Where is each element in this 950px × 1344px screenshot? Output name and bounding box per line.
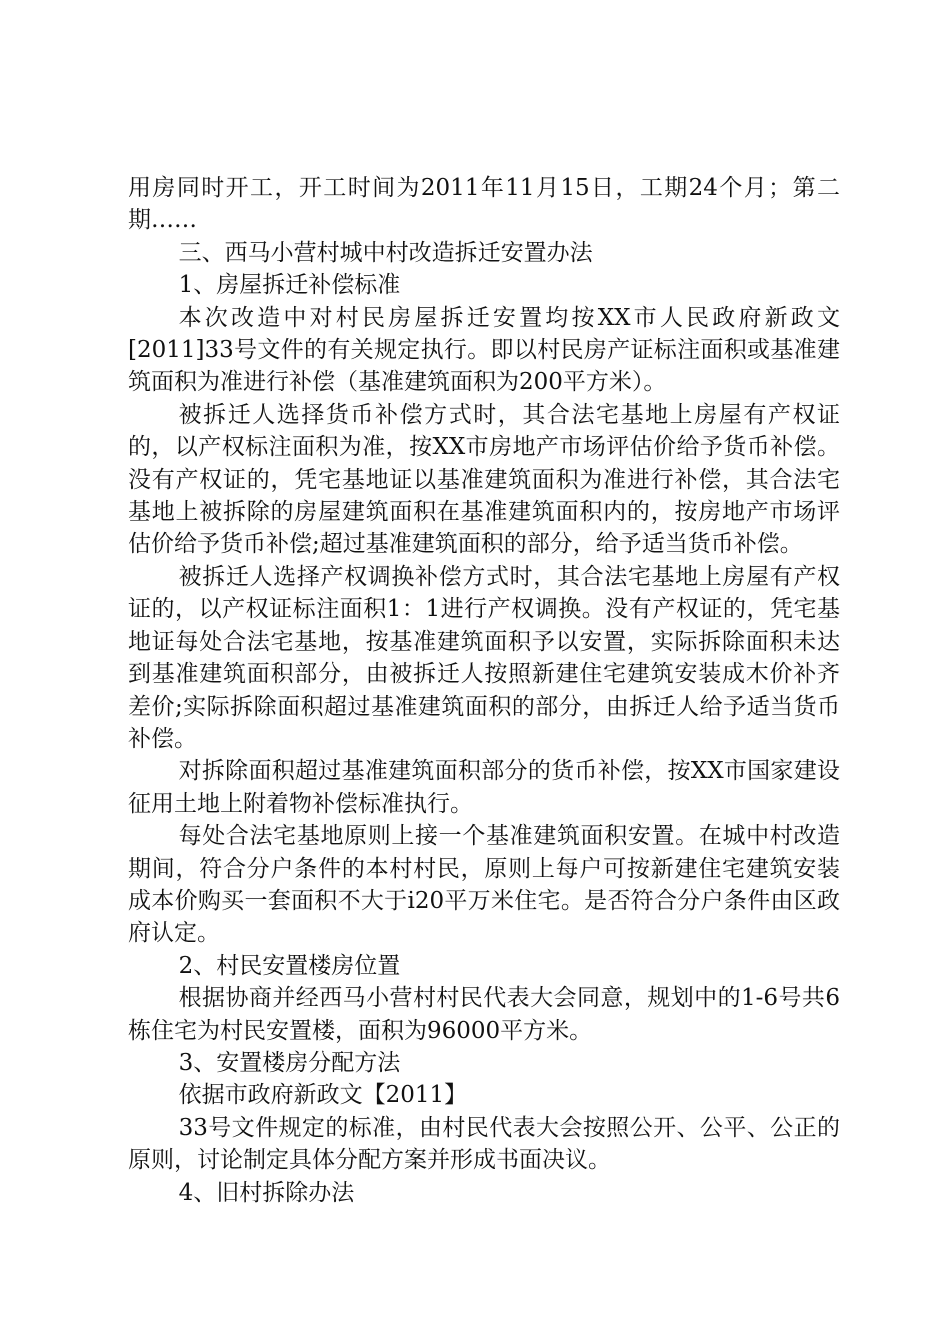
body-paragraph-continuation: 用房同时开工，开工时间为2011年11月15日，工期24个月；第二期……	[128, 175, 840, 234]
subheading-housing-location: 2、村民安置楼房位置	[178, 952, 401, 979]
subheading-demolition-method: 4、旧村拆除办法	[178, 1179, 355, 1206]
body-paragraph: 对拆除面积超过基准建筑面积部分的货币补偿，按XX市国家建设征用土地上附着物补偿标准执行。	[128, 758, 840, 817]
body-paragraph: 每处合法宅基地原则上接一个基准建筑面积安置。在城中村改造期间，符合分户条件的本村村民，原则上每户可按新建住宅建筑安装成本价购买一套面积不大于i20平万米住宅。是否符合分户条件由区政府认定。	[128, 823, 840, 947]
body-paragraph: 33号文件规定的标准，由村民代表大会按照公开、公平、公正的原则，讨论制定具体分配方案并形成书面决议。	[128, 1114, 840, 1174]
body-paragraph: 被拆迁人选择货币补偿方式时，其合法宅基地上房屋有产权证的，以产权标注面积为准，按XX市房地产市场评估价给予货币补偿。没有产权证的，凭宅基地证以基准建筑面积为准进行补偿，其合法宅基地上被拆除的房屋建筑面积在基准建筑面积内的，按房地产市场评估价给予货币补偿;超过基准建筑面积的部分，给予适当货币补偿。	[128, 401, 840, 558]
subheading-compensation-standard: 1、房屋拆迁补偿标准	[178, 272, 401, 299]
document-body	[128, 172, 840, 1209]
body-paragraph: 本次改造中对村民房屋拆迁安置均按XX市人民政府新政文[2011]33号文件的有关规定执行。即以村民房产证标注面积或基准建筑面积为准进行补偿（基准建筑面积为200平方米）。	[128, 304, 840, 396]
body-paragraph: 被拆迁人选择产权调换补偿方式时，其合法宅基地上房屋有产权证的，以产权证标注面积1：1进行产权调换。没有产权证的，凭宅基地证每处合法宅基地，按基准建筑面积予以安置，实际拆除面积未达到基准建筑面积部分，由被拆迁人按照新建住宅建筑安装成木价补齐差价;实际拆除面积超过基准建筑面积的部分，由拆迁人给予适当货币补偿。	[128, 563, 840, 752]
subheading-allocation-method: 3、安置楼房分配方法	[178, 1049, 401, 1076]
section-heading-relocation-measures: 三、西马小营村城中村改造拆迁安置办法	[178, 239, 593, 266]
body-paragraph: 根据协商并经西马小营村村民代表大会同意，规划中的1-6号共6栋住宅为村民安置楼，面积为96000平方米。	[128, 985, 840, 1044]
body-paragraph: 依据市政府新政文【2011】	[178, 1082, 468, 1109]
